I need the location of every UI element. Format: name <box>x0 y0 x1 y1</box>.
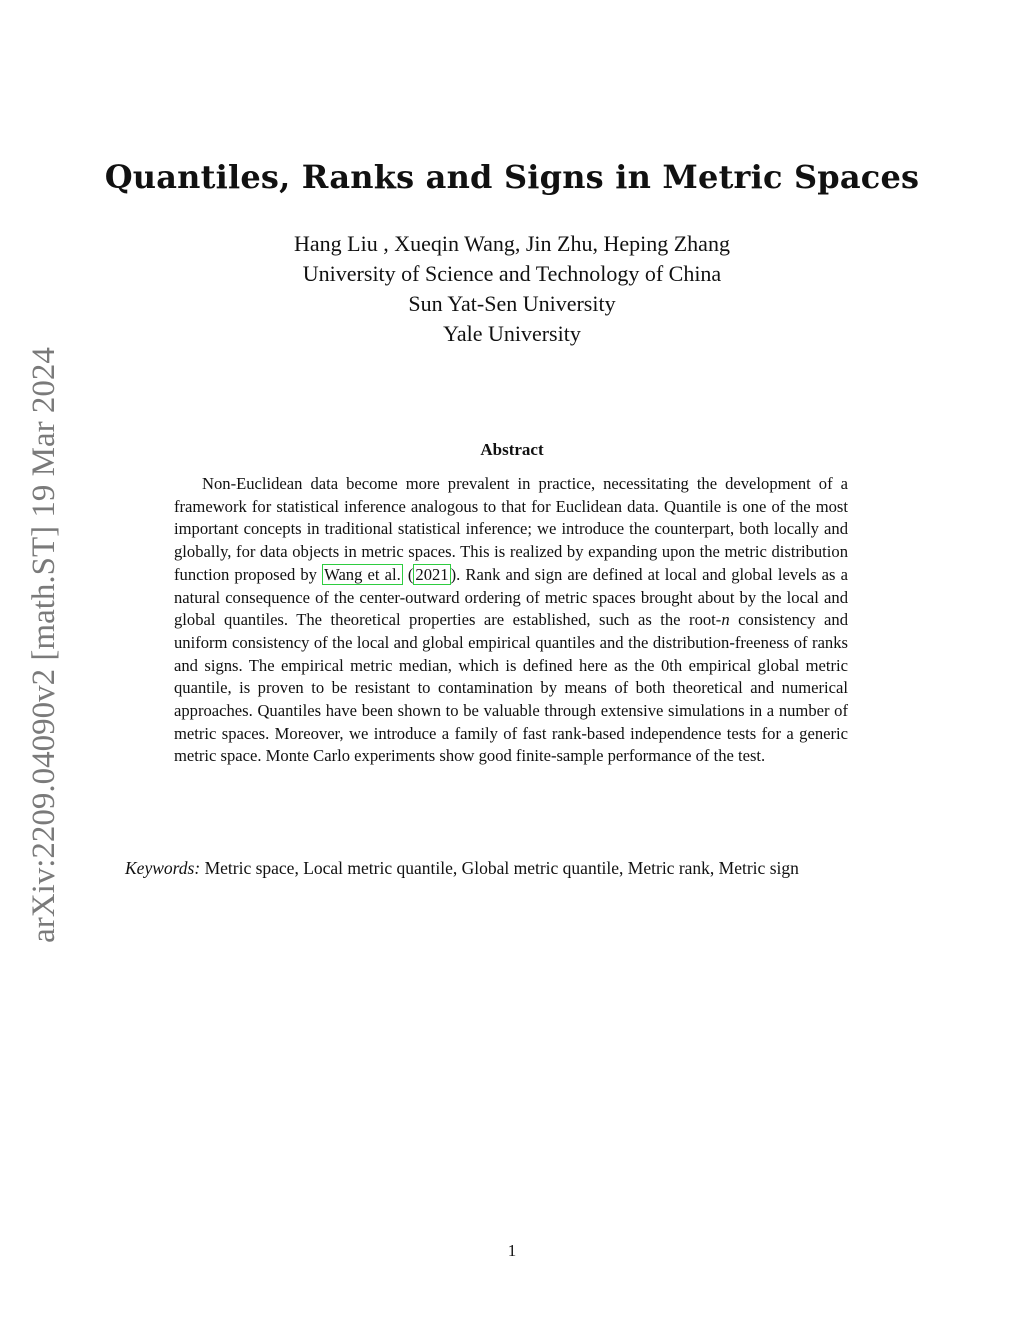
keywords-text: Metric space, Local metric quantile, Global metric quantile, Metric rank, Metric sign <box>200 858 799 878</box>
citation-author-link[interactable]: Wang et al. <box>324 564 401 584</box>
citation-close-paren: ) <box>450 564 457 584</box>
keywords <box>125 856 897 880</box>
abstract-text-part2: . Rank and sign are defined at local and global levels as a natural consequence of the center-outward ordering of metric spaces brought about by the local and global quantiles. The theoretical properties are established, such as the root- <box>174 564 848 630</box>
author-block <box>0 229 1024 349</box>
author-list: Hang Liu , Xueqin Wang, Jin Zhu, Heping Zhang <box>294 231 730 256</box>
citation-open-paren: ( <box>402 564 414 584</box>
abstract-body <box>174 473 848 768</box>
affiliation-sysu: Sun Yat-Sen University <box>408 291 616 316</box>
math-n: n <box>721 610 730 630</box>
citation-year-link[interactable]: 2021 <box>415 564 449 584</box>
keywords-label: Keywords: <box>125 858 201 878</box>
paper-title: Quantiles, Ranks and Signs in Metric Spaces <box>104 158 920 196</box>
abstract-heading: Abstract <box>480 440 544 459</box>
arxiv-identifier-stamp: arXiv:2209.04090v2 [math.ST] 19 Mar 2024 <box>26 347 62 943</box>
affiliation-yale: Yale University <box>443 321 581 346</box>
abstract-text-part3: consistency and uniform consistency of the local and global empirical quantiles and the distribution-freeness of ranks and signs. The empirical metric median, which is defined here as the 0th empirical global metric quantile, is proven to be resistant to contamination by means of both theoretical and numerical approaches. Quantiles have been shown to be valuable through extensive simulations in a number of metric spaces. Moreover, we introduce a family of fast rank-based independence tests for a generic metric space. Monte Carlo experiments show good finite-sample performance of the test. <box>174 610 848 766</box>
affiliation-ustc: University of Science and Technology of China <box>302 261 722 286</box>
abstract-text-part1: Non-Euclidean data become more prevalent in practice, necessitating the development of a framework for statistical inference analogous to that for Euclidean data. Quantile is one of the most important concepts in traditional statistical inference; we introduce the counterpart, both locally and globally, for data objects in metric spaces. This is realized by expanding upon the metric distribution function proposed by <box>174 474 848 584</box>
page-number: 1 <box>507 1241 517 1260</box>
